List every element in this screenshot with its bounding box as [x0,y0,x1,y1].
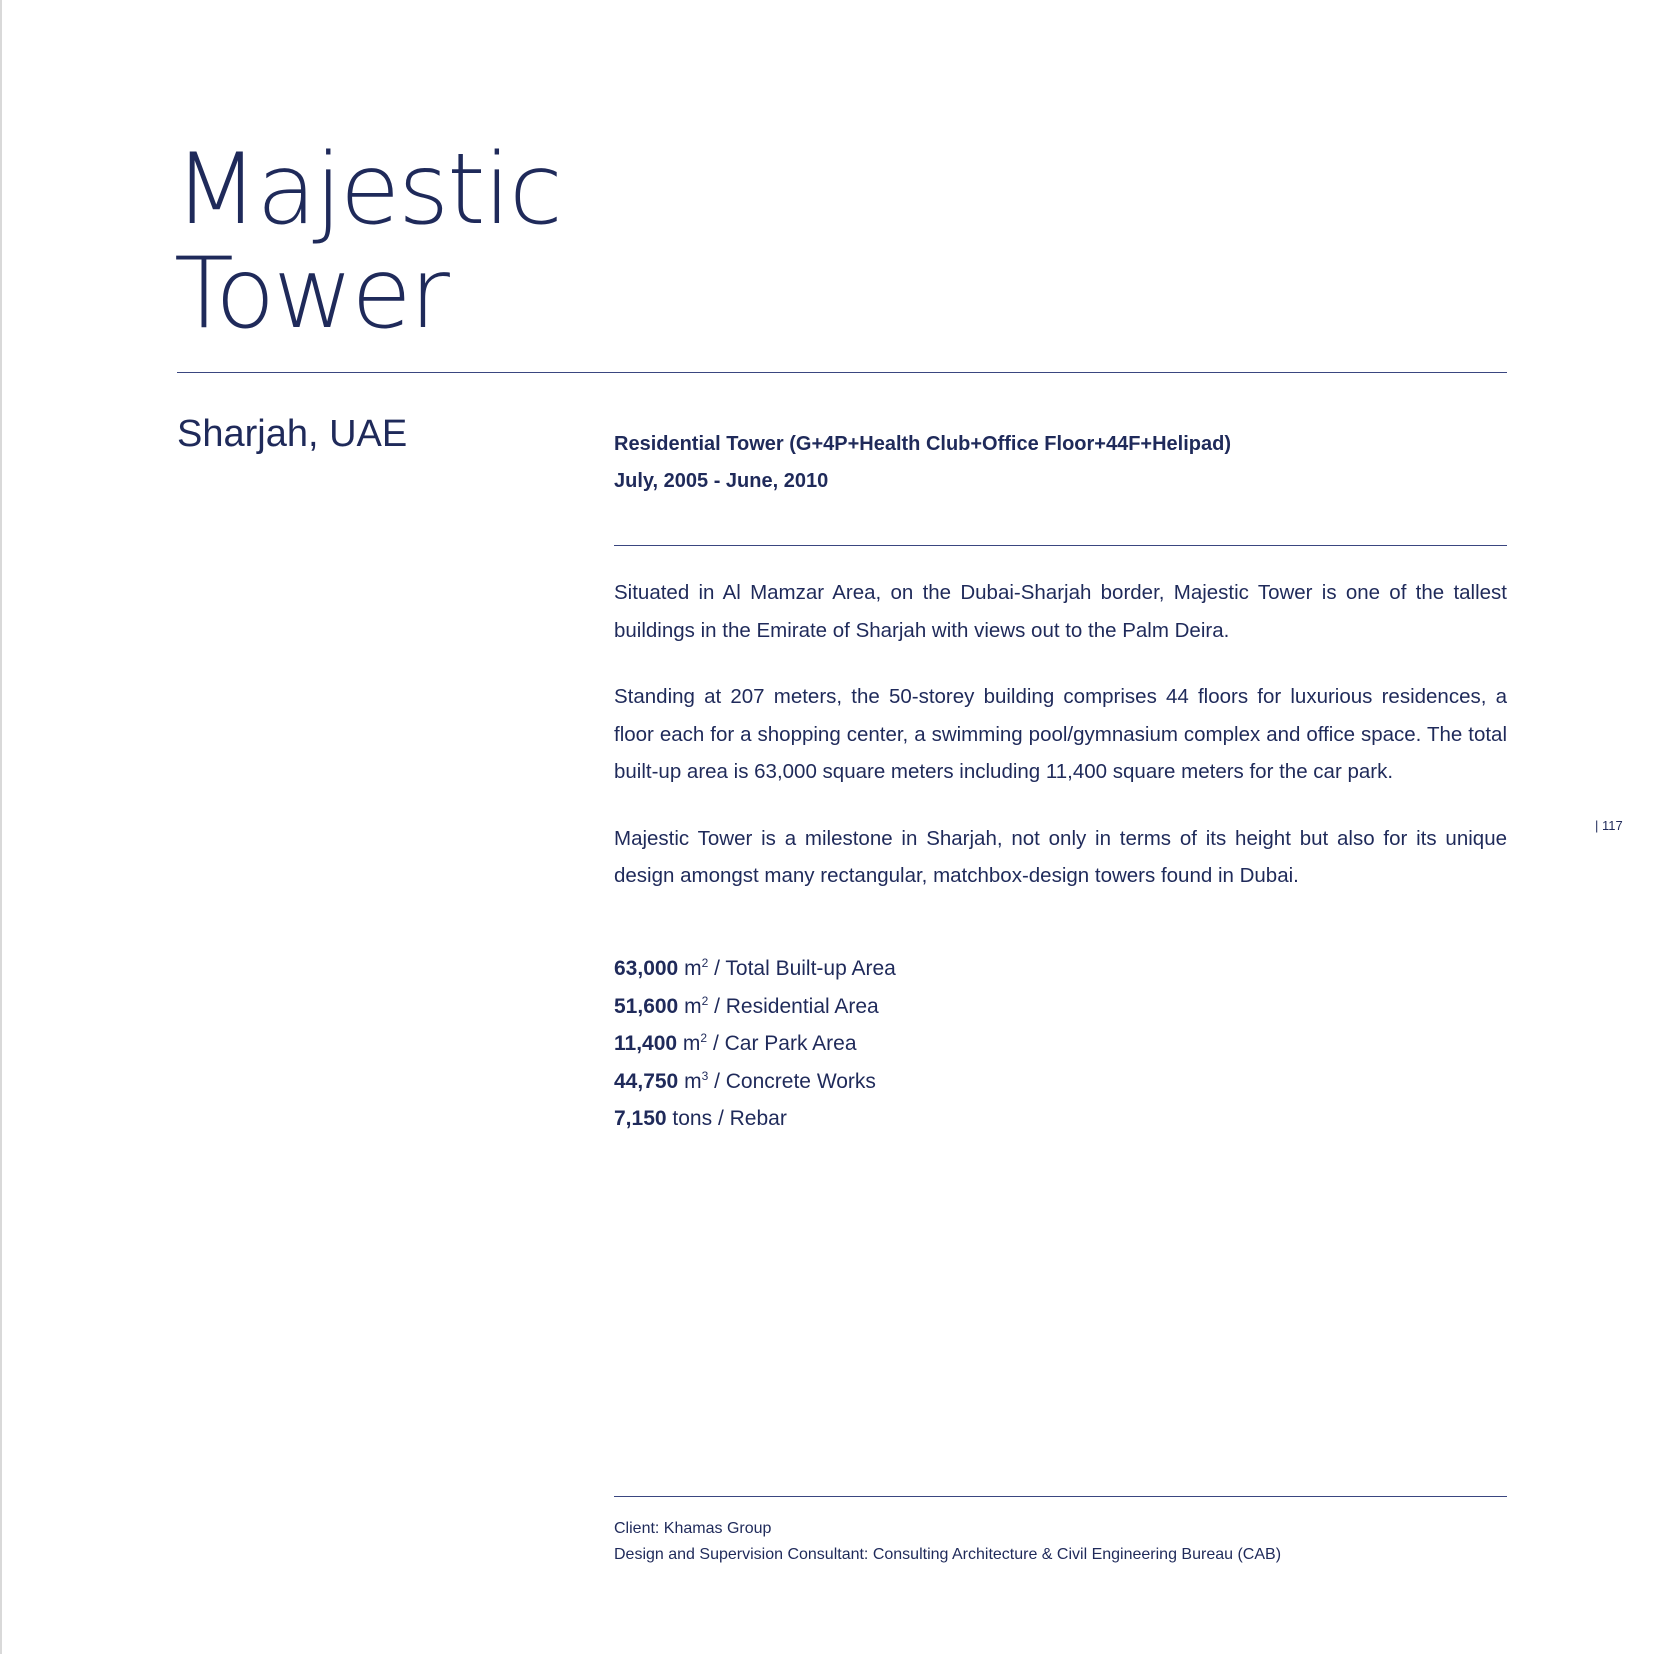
stat-label: / Rebar [712,1107,787,1130]
description-paragraph: Standing at 207 meters, the 50-storey building comprises 44 floors for luxurious residences, a floor each for a shopping center, a swimming pool/gymnasium complex and office space. The total built-up area is 63,000 square meters including 11,400 square meters for the car park. [614,685,1507,783]
description [614,574,1507,895]
divider-middle [614,545,1507,546]
stats-list [614,950,1507,1138]
project-type: Residential Tower (G+4P+Health Club+Office Floor+44F+Helipad) [614,433,1232,455]
stat-unit: m [684,1069,702,1093]
description-paragraph: Majestic Tower is a milestone in Sharjah, not only in terms of its height but also for its unique design amongst many rectangular, matchbox-design towers found in Dubai. [614,826,1507,887]
title-line-1: Majestic [174,133,561,247]
stat-unit: tons [672,1107,713,1130]
stat-exponent: 3 [701,1068,709,1083]
stat-exponent: 2 [700,1031,708,1045]
project-meta [614,426,1507,500]
project-dates: July, 2005 - June, 2010 [614,470,829,492]
client-credit: Client: Khamas Group [614,1520,772,1537]
divider-bottom [614,1496,1507,1497]
stat-unit: m [684,994,702,1018]
stat-value: 44,750 [614,1069,679,1093]
stat-exponent: 2 [701,956,709,970]
location-heading: Sharjah, UAE [177,413,408,455]
stat-item [614,1100,1507,1138]
stat-unit: m [682,1032,701,1055]
page-edge [0,0,2,1654]
consultant-credit: Design and Supervision Consultant: Consulting Architecture & Civil Engineering Bureau (CAB) [614,1546,1282,1563]
description-paragraph: Situated in Al Mamzar Area, on the Dubai-Sharjah border, Majestic Tower is one of the tallest buildings in the Emirate of Sharjah with views out to the Palm Deira. [614,581,1507,642]
stat-exponent: 2 [701,993,709,1008]
title-line-2: Tower [174,237,448,351]
credits [614,1516,1507,1568]
stat-item [614,1063,1507,1101]
stat-value: 51,600 [614,994,679,1018]
stat-label: / Total Built-up Area [708,957,896,980]
page-title [174,133,561,351]
stat-label: / Residential Area [708,994,879,1018]
stat-value: 7,150 [614,1107,667,1130]
stat-value: 63,000 [614,957,679,980]
stat-unit: m [684,957,702,980]
divider-top [177,372,1507,373]
page-number: | 117 [1595,818,1623,833]
stat-item [614,950,1507,988]
stat-item [614,1025,1507,1063]
stat-value: 11,400 [614,1032,678,1055]
stat-label: / Concrete Works [708,1069,876,1093]
stat-item [614,988,1507,1026]
stat-label: / Car Park Area [707,1032,857,1055]
